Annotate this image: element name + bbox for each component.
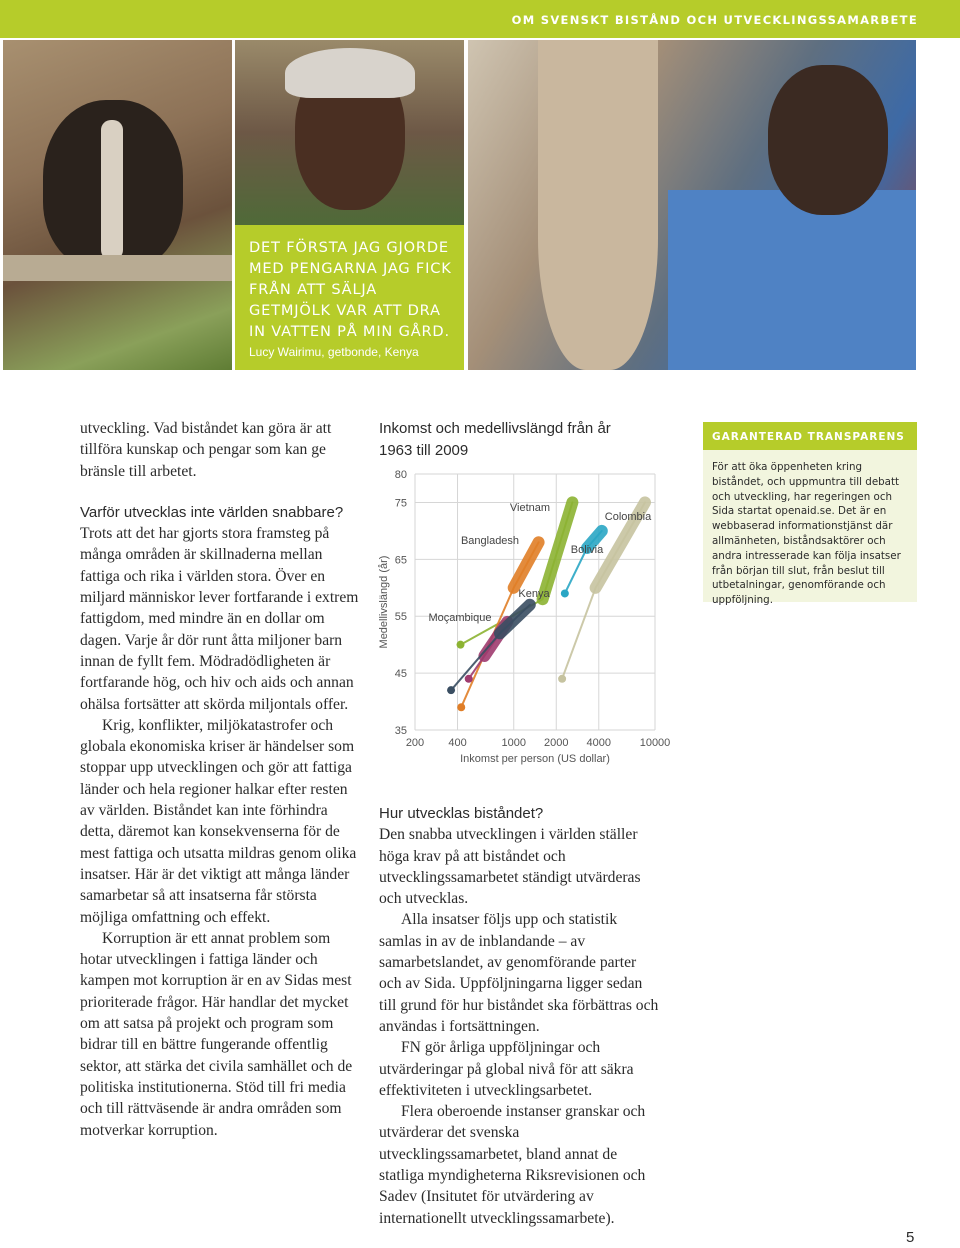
paragraph: Korruption är ett annat problem som hotar utvecklingen i fattiga länder och kampen mot korruption är en av Sidas mest prioriterade frågor. Här handlar det mycket om att satsa på projekt och program som bidrar till en bättre fungerande offentlig sektor, att stärka det civila samhället och de politiska institutionerna. Stöd till fri media och till rättväsende är andra områden som motverkar korruption. [80, 929, 353, 1139]
fence-rail [3, 255, 232, 281]
portrait-scarf-shape [285, 48, 415, 98]
middle-text-column [379, 803, 662, 1229]
section-heading: Varför utvecklas inte världen snabbare? [80, 503, 344, 521]
x-tick-label: 200 [405, 737, 425, 749]
pull-quote-text: DET FÖRSTA JAG GJORDE MED PENGARNA JAG FICK FRÅN ATT SÄLJA GETMJÖLK VAR ATT DRA IN VATTEN PÅ MIN GÅRD. [249, 239, 452, 340]
dress-shape [668, 190, 916, 370]
left-text-column [80, 418, 362, 1141]
x-tick-label: 400 [448, 737, 467, 749]
series-label: Bolivia [570, 544, 604, 556]
pull-quote-box [235, 225, 464, 370]
page-number: 5 [906, 1229, 915, 1246]
goat-photo [3, 40, 232, 370]
pull-quote-credit: Lucy Wairimu, getbonde, Kenya [249, 345, 419, 359]
paragraph: Flera oberoende instanser granskar och utvärderar det svenska utvecklingssamarbetet, bland annat de statliga myndigheterna Riksrevisionen och Sadev (Insitutet för utvärdering av internationellt utvecklingssamarbete). [379, 1103, 646, 1227]
series-start-point [561, 589, 569, 597]
series-trail [514, 542, 539, 588]
udder-shape [538, 40, 658, 370]
series-label: Colombia [604, 511, 652, 523]
life-expectancy-chart [370, 460, 671, 770]
section-heading: Hur utvecklas biståndet? [379, 805, 544, 822]
sidebar-heading: GARANTERAD TRANSPARENS [712, 431, 905, 443]
milking-goat-photo [468, 40, 916, 370]
paragraph: Alla insatser följs upp och statistik samlas in av de inblandande – av samarbetslandet, av genomförande parter och av Sida. Uppföljningarna ligger sedan till grund för hur biståndet ska förbättras och användas i fortsättningen. [379, 911, 659, 1035]
series-start-point [447, 686, 455, 694]
y-tick-label: 35 [394, 725, 407, 737]
y-tick-label: 45 [394, 668, 407, 681]
x-tick-label: 1000 [501, 737, 526, 749]
paragraph: Trots att det har gjorts stora framsteg på många områden är skillnaderna mellan fattiga och rika i världen stora. Över en miljard människor lever fortfarande i extrem fattigdom, med mindre än en dollar om dagen. Varje år dör runt åtta miljoner barn innan de fyllt fem. Mödradödligheten är fortfarande hög, och hiv och aids och annan ohälsa fortsätter att skörda miljontals offer. [80, 525, 359, 713]
x-axis-label: Inkomst per person (US dollar) [460, 753, 610, 765]
paragraph: FN gör årliga uppföljningar och utvärderingar på global nivå för att säkra effektiviteten i utvecklingsarbetet. [379, 1039, 634, 1099]
y-tick-label: 65 [394, 554, 407, 567]
series-start-point [558, 675, 566, 683]
paragraph: Den snabba utvecklingen i världen ställer höga krav på att biståndet och utvecklingssamarbetet ständigt utvärderas och utvecklas. [379, 826, 641, 908]
x-tick-label: 2000 [544, 737, 569, 749]
series-start-point [465, 675, 473, 683]
series-label: Bangladesh [460, 535, 520, 547]
header-title: OM SVENSKT BISTÅND OCH UTVECKLINGSSAMARBETE [511, 13, 918, 27]
sidebar-header [703, 422, 917, 450]
series-start-point [457, 703, 465, 711]
y-tick-label: 80 [394, 469, 407, 481]
series-start-point [457, 641, 465, 649]
chart-title: Inkomst och medellivslängd från år 1963 till 2009 [379, 420, 611, 459]
series-label: Vietnam [509, 502, 551, 514]
series-label: Moçambique [428, 612, 492, 624]
y-tick-label: 75 [394, 497, 407, 510]
series-trail [543, 502, 573, 599]
paragraph: utveckling. Vad biståndet kan göra är att tillföra kunskap och pengar som kan ge bränsle till arbetet. [80, 420, 332, 480]
y-tick-label: 55 [394, 611, 407, 624]
woman-portrait-photo [235, 40, 464, 225]
x-tick-label: 4000 [586, 737, 612, 749]
y-axis-label: Medellivslängd (år) [378, 555, 390, 649]
goat-face-stripe [101, 120, 123, 260]
x-tick-label: 10000 [639, 737, 671, 749]
milking-woman-face-shape [768, 65, 888, 215]
paragraph: Krig, konflikter, miljökatastrofer och globala ekonomiska kriser är händelser som stoppar upp utvecklingen och gör att fattiga länder och hela regioner halkar efter resten av världen. Biståndet kan inte förhindra detta, däremot kan konsekvenserna för de mest fattiga och utsatta mildras genom olika insatser. Här är det viktigt att många länder samarbetar så att insatserna får största möjliga omfattning och effekt. [80, 716, 357, 926]
transparency-sidebar [703, 422, 917, 607]
sidebar-text: För att öka öppenheten kring biståndet, och uppmuntra till debatt och utveckling, har regeringen och Sida startat openaid.se. Det är en webbaserad informationstjänst där allmänheten, biståndsaktörer och andra intresserade kan följa insatser från början till slut, från beslut till utbetalningar, genomförande och uppföljning. [712, 461, 901, 607]
series-label: Kenya [518, 588, 550, 600]
header-bar [0, 0, 960, 38]
